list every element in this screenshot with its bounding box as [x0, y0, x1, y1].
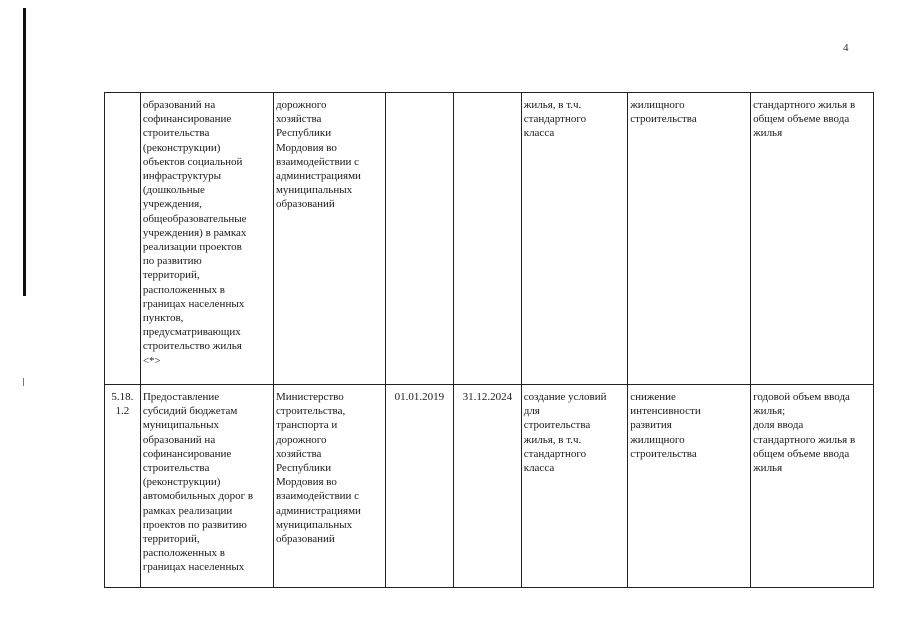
page-number: 4 [843, 42, 849, 54]
cell-start-date: 01.01.2019 [385, 385, 454, 588]
cell-end-date: 31.12.2024 [454, 385, 522, 588]
cell-start-date [385, 93, 454, 385]
cell-end-date [454, 93, 522, 385]
table-row [105, 93, 874, 385]
cell-measure: образований на софинансирование строительства (реконструкции) объектов социальной инфраструктуры (дошкольные учреждения, общеобразовательные учреждения) в рамках реализации проектов по развитию территорий, расположенных в границах населенных пунктов, предусматривающих строительство жилья <*> [140, 93, 273, 385]
cell-consequence: жилищного строительства [628, 93, 751, 385]
cell-indicator: стандартного жилья в общем объеме ввода жилья [751, 93, 874, 385]
cell-measure: Предоставление субсидий бюджетам муниципальных образований на софинансирование строительства (реконструкции) автомобильных дорог в рамках реализации проектов по развитию территорий, расположенных в границах населенных [140, 385, 273, 588]
cell-responsible: дорожного хозяйства Республики Мордовия во взаимодействии с администрациями муниципальных образований [273, 93, 385, 385]
cell-id: 5.18. 1.2 [105, 385, 141, 588]
cell-responsible: Министерство строительства, транспорта и дорожного хозяйства Республики Мордовия во взаимодействии с администрациями муниципальных образований [273, 385, 385, 588]
margin-bar [23, 8, 26, 296]
margin-tick [23, 378, 24, 386]
table-row [105, 385, 874, 588]
measures-table [104, 92, 874, 588]
cell-indicator: годовой объем ввода жилья; доля ввода стандартного жилья в общем объеме ввода жилья [751, 385, 874, 588]
cell-result: создание условий для строительства жилья, в т.ч. стандартного класса [521, 385, 627, 588]
cell-id [105, 93, 141, 385]
cell-consequence: снижение интенсивности развития жилищного строительства [628, 385, 751, 588]
cell-result: жилья, в т.ч. стандартного класса [521, 93, 627, 385]
